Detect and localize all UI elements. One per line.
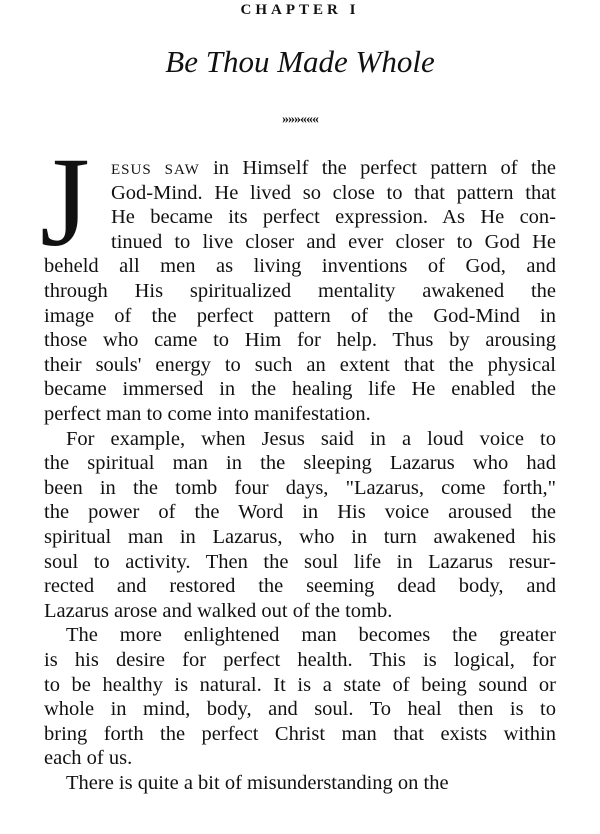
text-line	[111, 156, 556, 182]
line-text: the spiritual man in the sleeping Lazarus who had	[44, 452, 556, 475]
text-line	[44, 623, 556, 647]
line-text: rected and restored the seeming dead body, and	[44, 575, 556, 598]
line-text: been in the tomb four days, "Lazarus, come forth,"	[44, 476, 556, 499]
line-text: through His spiritualized mentality awakened the	[44, 280, 556, 302]
line-text: For example, when Jesus said in a loud voice to	[66, 427, 556, 450]
text-line	[44, 648, 556, 672]
line-text: in Himself the perfect pattern of the	[199, 157, 557, 179]
text-line	[111, 205, 556, 229]
text-line	[44, 697, 556, 721]
line-text: spiritual man in Lazarus, who in turn awakened his	[44, 526, 556, 548]
text-line	[111, 181, 556, 205]
line-text: each of us.	[44, 747, 133, 770]
line-text: became immersed in the healing life He enabled the	[44, 378, 556, 401]
text-line	[44, 254, 556, 278]
line-text: God-Mind. He lived so close to that pattern that	[111, 181, 556, 204]
drop-cap: J	[40, 131, 90, 273]
text-line	[44, 771, 556, 795]
text-line	[111, 230, 556, 254]
text-line	[44, 328, 556, 352]
line-text: He became its perfect expression. As He con-	[111, 206, 556, 229]
line-text: bring forth the perfect Christ man that exists within	[44, 722, 556, 745]
line-text: image of the perfect pattern of the God-Mind in	[44, 304, 556, 327]
line-text: to be healthy is natural. It is a state of being sound or	[44, 673, 556, 696]
ornament-divider: »»»«««	[282, 112, 318, 127]
text-line	[44, 599, 556, 623]
chapter-title: Be Thou Made Whole	[165, 44, 435, 79]
text-line	[44, 353, 556, 377]
text-line	[44, 746, 556, 770]
line-text: The more enlightened man becomes the greater	[66, 624, 556, 647]
line-text: soul to activity. Then the soul life in Lazarus resur-	[44, 550, 556, 573]
text-line	[44, 574, 556, 598]
text-line	[44, 304, 556, 328]
text-line	[44, 451, 556, 475]
text-line	[44, 402, 556, 426]
small-caps-opening: ESUS SAW	[111, 162, 200, 178]
text-line	[44, 500, 556, 524]
line-text: Lazarus arose and walked out of the tomb.	[44, 599, 393, 622]
line-text: tinued to live closer and ever closer to God He	[111, 230, 556, 253]
text-line	[44, 476, 556, 500]
text-line	[44, 427, 556, 451]
text-line	[44, 550, 556, 574]
line-text: is his desire for perfect health. This is logical, for	[44, 649, 556, 671]
line-text: their souls' energy to such an extent that the physical	[44, 353, 556, 376]
text-line	[44, 673, 556, 697]
line-text: perfect man to come into manifestation.	[44, 403, 371, 425]
text-line	[44, 377, 556, 401]
line-text: the power of the Word in His voice aroused the	[44, 501, 556, 524]
line-text: beheld all men as living inventions of God, and	[44, 255, 556, 278]
line-text: whole in mind, body, and soul. To heal then is to	[44, 698, 556, 721]
line-text: those who came to Him for help. Thus by arousing	[44, 329, 556, 352]
text-line	[44, 525, 556, 549]
chapter-label: CHAPTER I	[240, 2, 360, 18]
text-line	[44, 722, 556, 746]
text-line	[44, 279, 556, 303]
line-text: There is quite a bit of misunderstanding on the	[66, 772, 449, 794]
